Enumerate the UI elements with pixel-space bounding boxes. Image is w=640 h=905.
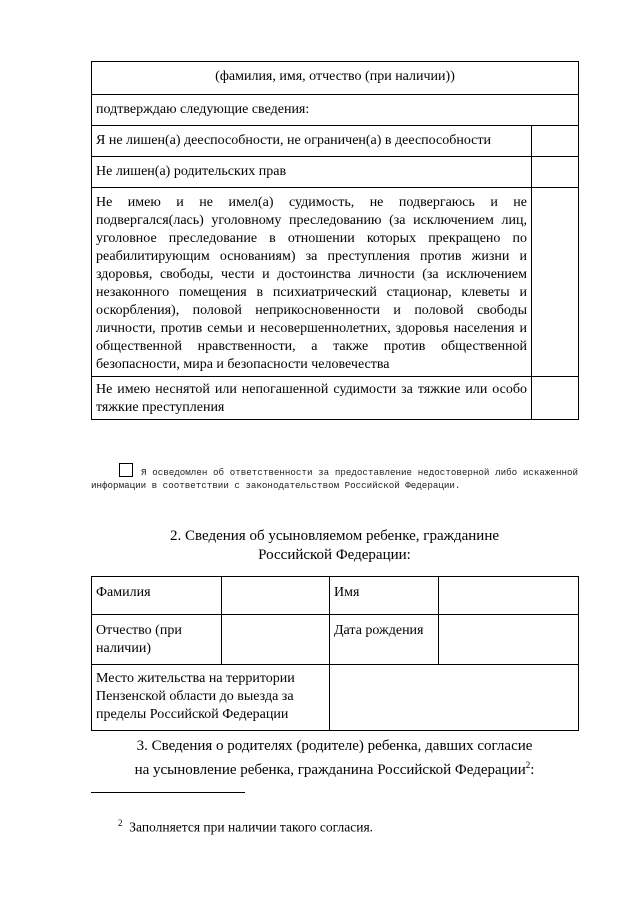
footnote-mark: 2 — [118, 818, 123, 828]
footnote-text: Заполняется при наличии такого согласия. — [129, 819, 374, 835]
footnote-ref[interactable]: 2 — [525, 760, 531, 770]
mark-cell[interactable] — [532, 188, 579, 377]
section2-title: 2. Сведения об усыновляемом ребенке, гражданине Российской Федерации: — [169, 528, 500, 563]
confirmation-table — [91, 61, 579, 420]
footnote-separator — [91, 792, 245, 793]
acknowledgement-checkbox[interactable] — [119, 463, 133, 477]
statement-cell: Я не лишен(а) дееспособности, не ограничен(а) в дееспособности — [92, 126, 532, 157]
table-row — [92, 95, 579, 126]
statement-cell: Не лишен(а) родительских прав — [92, 157, 532, 188]
patronymic-label: Отчество (при наличии) — [92, 615, 222, 665]
residence-value[interactable] — [330, 665, 579, 731]
mark-cell[interactable] — [532, 377, 579, 420]
intro-cell: подтверждаю следующие сведения: — [92, 95, 579, 126]
table-row — [92, 377, 579, 420]
table-row — [92, 62, 579, 95]
acknowledgement-text: Я осведомлен об ответственности за предоставление недостоверной либо искаженной информации в соответствии с законодательством Российской Федерации. — [91, 467, 578, 491]
mark-cell[interactable] — [532, 157, 579, 188]
birthdate-value[interactable] — [439, 615, 579, 665]
mark-cell[interactable] — [532, 126, 579, 157]
surname-label: Фамилия — [92, 577, 222, 615]
child-info-table — [91, 576, 579, 731]
statement-cell: Не имею и не имел(а) судимость, не подвергаюсь и не подвергался(лась) уголовному преследованию (за исключением лиц, уголовное преследование в отношении которых прекращено по реабилитирующим основаниям) за преступления против жизни и здоровья, свободы, чести и достоинства личности (за исключением незаконного помещения в психиатрический стационар, клеветы и оскорбления), половой неприкосновенности и половой свободы личности, против семьи и несовершеннолетних, здоровья населения и общественной нравственности, а также против общественной безопасности, мира и безопасности человечества — [92, 188, 532, 377]
table-row — [92, 126, 579, 157]
name-label: Имя — [330, 577, 439, 615]
fio-caption-cell: (фамилия, имя, отчество (при наличии)) — [92, 62, 579, 95]
statement-cell: Не имею неснятой или непогашенной судимости за тяжкие или особо тяжкие преступления — [92, 377, 532, 420]
residence-label: Место жительства на территории Пензенской области до выезда за пределы Российской Федерации — [92, 665, 330, 731]
footnote — [118, 818, 373, 836]
table-row — [92, 665, 579, 731]
surname-value[interactable] — [222, 577, 330, 615]
acknowledgement — [91, 463, 578, 492]
name-value[interactable] — [439, 577, 579, 615]
table-row — [92, 157, 579, 188]
patronymic-value[interactable] — [222, 615, 330, 665]
birthdate-label: Дата рождения — [330, 615, 439, 665]
table-row — [92, 577, 579, 615]
table-row — [92, 615, 579, 665]
section3-title: 3. Сведения о родителях (родителе) ребенка, давших согласие на усыновление ребенка, гражданина Российской Федерации$^2$: — [134, 738, 535, 778]
table-row — [92, 188, 579, 377]
